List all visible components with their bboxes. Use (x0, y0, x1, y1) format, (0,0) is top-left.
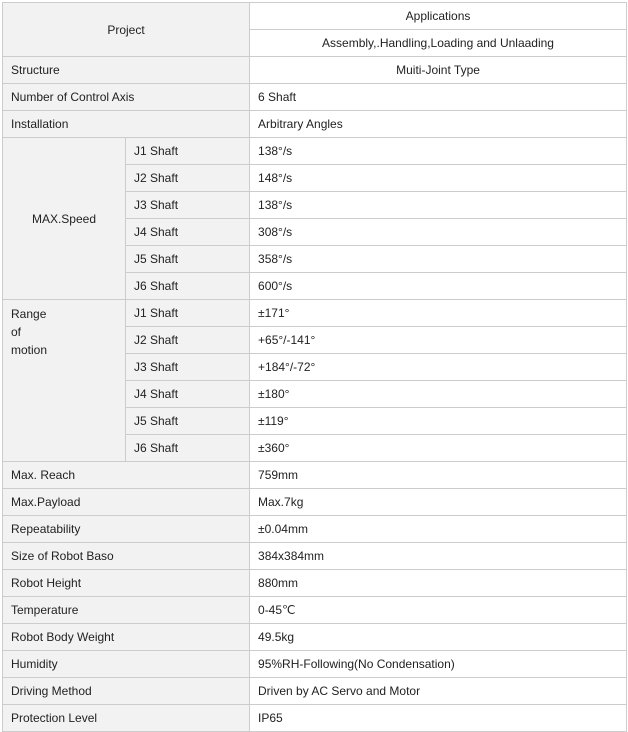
spec-label: Robot Body Weight (3, 624, 250, 651)
table-row (3, 678, 627, 705)
spec-label: Temperature (3, 597, 250, 624)
shaft-label: J5 Shaft (126, 408, 250, 435)
spec-label: Repeatability (3, 516, 250, 543)
range-of-motion-label (3, 300, 126, 462)
shaft-label: J1 Shaft (126, 300, 250, 327)
spec-table (2, 2, 627, 732)
structure-label: Structure (3, 57, 250, 84)
speed-value: 138°/s (250, 138, 627, 165)
shaft-label: J4 Shaft (126, 381, 250, 408)
spec-label: Humidity (3, 651, 250, 678)
table-row (3, 651, 627, 678)
range-value: ±119° (250, 408, 627, 435)
spec-value: 49.5kg (250, 624, 627, 651)
table-row (3, 597, 627, 624)
shaft-label: J4 Shaft (126, 219, 250, 246)
applications-header: Applications (250, 3, 627, 30)
shaft-label: J2 Shaft (126, 327, 250, 354)
range-value: ±171° (250, 300, 627, 327)
spec-label: Protection Level (3, 705, 250, 732)
speed-value: 600°/s (250, 273, 627, 300)
range-label-line: of (11, 325, 22, 339)
table-row (3, 489, 627, 516)
spec-value: IP65 (250, 705, 627, 732)
table-row (3, 300, 627, 327)
spec-value: Driven by AC Servo and Motor (250, 678, 627, 705)
shaft-label: J3 Shaft (126, 192, 250, 219)
spec-value: 880mm (250, 570, 627, 597)
shaft-label: J1 Shaft (126, 138, 250, 165)
control-axis-value: 6 Shaft (250, 84, 627, 111)
speed-value: 138°/s (250, 192, 627, 219)
spec-label: Driving Method (3, 678, 250, 705)
installation-label: Installation (3, 111, 250, 138)
speed-value: 308°/s (250, 219, 627, 246)
spec-value: 95%RH-Following(No Condensation) (250, 651, 627, 678)
spec-value: 384x384mm (250, 543, 627, 570)
range-value: +65°/-141° (250, 327, 627, 354)
spec-value: 759mm (250, 462, 627, 489)
table-row (3, 462, 627, 489)
structure-value: Muiti-Joint Type (250, 57, 627, 84)
table-row (3, 57, 627, 84)
spec-label: Max. Reach (3, 462, 250, 489)
installation-value: Arbitrary Angles (250, 111, 627, 138)
range-value: ±180° (250, 381, 627, 408)
max-speed-label: MAX.Speed (3, 138, 126, 300)
table-row (3, 570, 627, 597)
spec-label: Max.Payload (3, 489, 250, 516)
shaft-label: J6 Shaft (126, 435, 250, 462)
spec-value: 0-45℃ (250, 597, 627, 624)
spec-label: Robot Height (3, 570, 250, 597)
spec-label: Size of Robot Baso (3, 543, 250, 570)
table-row (3, 624, 627, 651)
speed-value: 148°/s (250, 165, 627, 192)
table-row (3, 84, 627, 111)
range-label-line: motion (11, 343, 48, 357)
range-value: ±360° (250, 435, 627, 462)
table-row (3, 3, 627, 30)
table-row (3, 138, 627, 165)
shaft-label: J5 Shaft (126, 246, 250, 273)
table-row (3, 705, 627, 732)
shaft-label: J6 Shaft (126, 273, 250, 300)
table-row (3, 543, 627, 570)
project-header: Project (3, 3, 250, 57)
shaft-label: J3 Shaft (126, 354, 250, 381)
table-row (3, 516, 627, 543)
shaft-label: J2 Shaft (126, 165, 250, 192)
range-value: +184°/-72° (250, 354, 627, 381)
spec-value: ±0.04mm (250, 516, 627, 543)
speed-value: 358°/s (250, 246, 627, 273)
applications-value: Assembly,.Handling,Loading and Unlaading (250, 30, 627, 57)
table-row (3, 111, 627, 138)
control-axis-label: Number of Control Axis (3, 84, 250, 111)
range-label-line: Range (11, 307, 47, 321)
spec-value: Max.7kg (250, 489, 627, 516)
